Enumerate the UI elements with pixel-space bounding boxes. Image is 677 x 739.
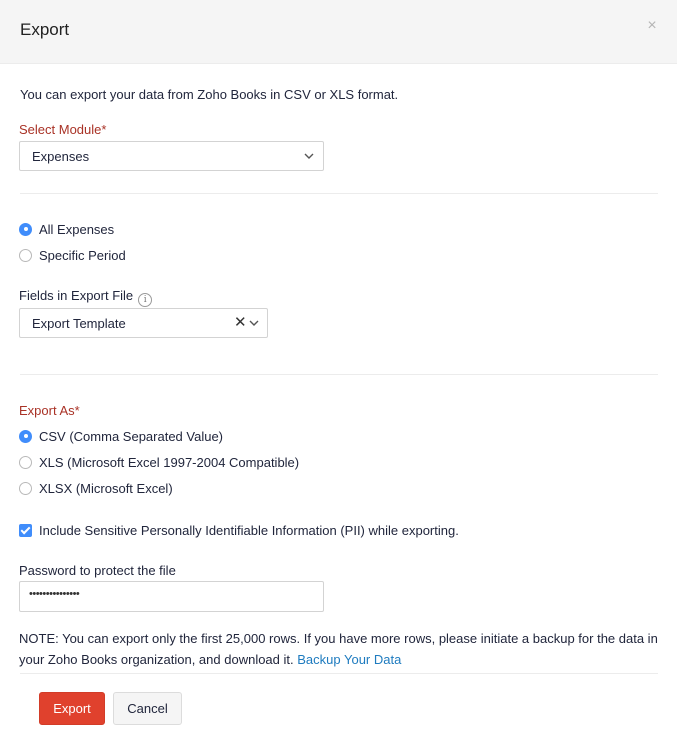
radio-label: XLS (Microsoft Excel 1997-2004 Compatible) — [39, 454, 300, 470]
export-as-label: Export As* — [19, 403, 80, 418]
note-text: NOTE: You can export only the first 25,000 rows. If you have more rows, please initiate a backup for the data in your Zoho Books organization, and download it. — [19, 631, 658, 667]
backup-link[interactable]: Backup Your Data — [297, 652, 402, 667]
select-module-label: Select Module* — [19, 122, 107, 137]
export-button[interactable]: Export — [39, 692, 105, 725]
radio-all-expenses[interactable] — [19, 221, 114, 237]
cancel-button[interactable]: Cancel — [113, 692, 182, 725]
radio-button-checked[interactable] — [19, 430, 32, 443]
export-note — [19, 628, 664, 670]
pii-label: Include Sensitive Personally Identifiable Information (PII) while exporting. — [39, 522, 459, 538]
export-template-select[interactable] — [19, 308, 268, 338]
intro-text: You can export your data from Zoho Books in CSV or XLS format. — [20, 87, 399, 102]
dialog-header — [0, 0, 677, 64]
chevron-down-icon — [249, 318, 259, 328]
module-select[interactable] — [19, 141, 324, 171]
radio-specific-period[interactable] — [19, 247, 126, 263]
radio-csv[interactable] — [19, 428, 223, 444]
footer-divider — [20, 673, 658, 674]
password-input[interactable] — [19, 581, 324, 612]
radio-button[interactable] — [19, 249, 32, 262]
export-template-value: Export Template — [32, 316, 126, 331]
radio-label: Specific Period — [39, 247, 126, 263]
close-icon[interactable]: × — [647, 17, 657, 34]
radio-label: XLSX (Microsoft Excel) — [39, 480, 173, 496]
radio-label: All Expenses — [39, 221, 115, 237]
dialog-title: Export — [20, 20, 70, 39]
chevron-down-icon — [304, 151, 314, 161]
fields-label: Fields in Export File — [19, 288, 134, 303]
fields-label-row — [19, 288, 152, 307]
section-divider — [20, 374, 658, 375]
module-select-value: Expenses — [32, 149, 90, 164]
radio-xls[interactable] — [19, 454, 299, 470]
clear-icon[interactable]: ✕ — [234, 314, 247, 331]
radio-button-checked[interactable] — [19, 223, 32, 236]
radio-label: CSV (Comma Separated Value) — [39, 428, 224, 444]
password-label: Password to protect the file — [19, 563, 176, 578]
info-icon[interactable]: i — [138, 293, 152, 307]
password-value: ••••••••••••••• — [29, 588, 80, 600]
pii-checkbox-row[interactable] — [19, 522, 459, 538]
radio-xlsx[interactable] — [19, 480, 173, 496]
section-divider — [20, 193, 658, 194]
pii-checkbox[interactable] — [19, 524, 32, 537]
radio-button[interactable] — [19, 482, 32, 495]
radio-button[interactable] — [19, 456, 32, 469]
